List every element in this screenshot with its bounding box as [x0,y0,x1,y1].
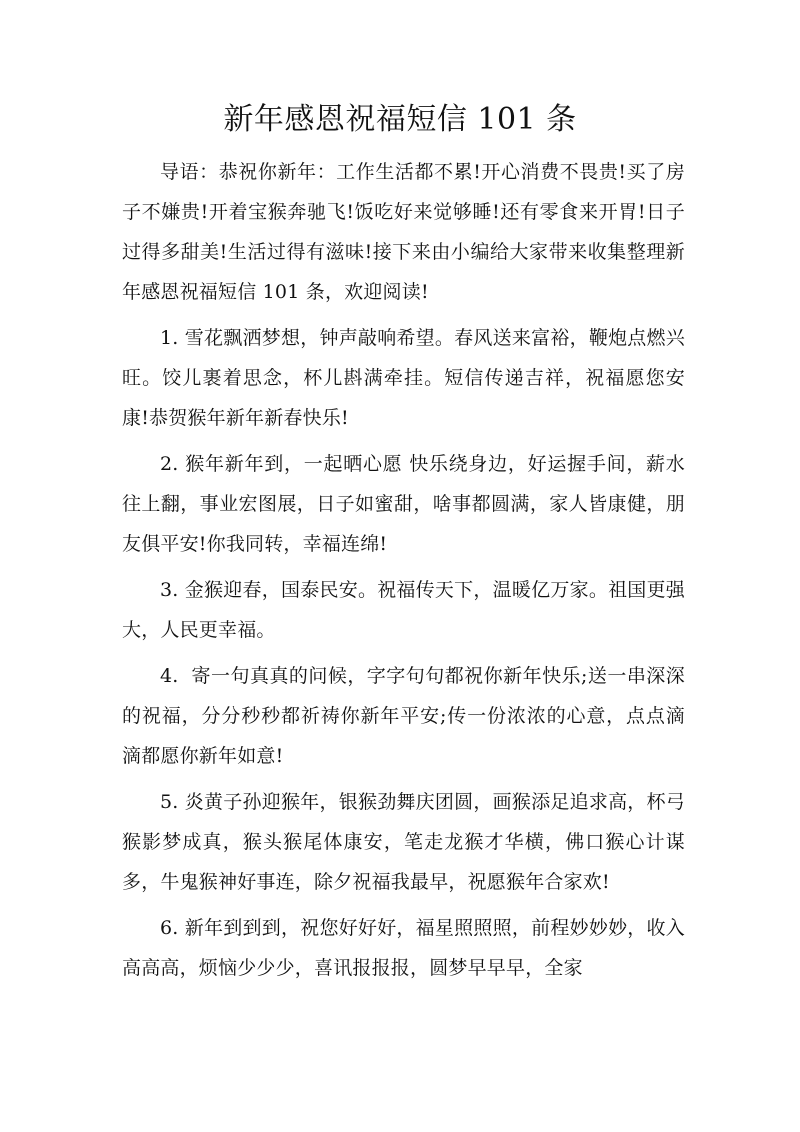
list-item: 5. 炎黄子孙迎猴年，银猴劲舞庆团圆，画猴添足追求高，杯弓猴影梦成真，猴头猴尾体康安，笔走龙猴才华横，佛口猴心计谋多，牛鬼猴神好事连，除夕祝福我最早，祝愿猴年合家欢! [122,791,685,893]
list-item: 6. 新年到到到，祝您好好好，福星照照照，前程妙妙妙，收入高高高，烦恼少少少，喜讯报报报，圆梦早早早，全家 [122,917,685,979]
intro-paragraph: 导语：恭祝你新年：工作生活都不累!开心消费不畏贵!买了房子不嫌贵!开着宝猴奔驰飞!饭吃好来觉够睡!还有零食来开胃!日子过得多甜美!生活过得有滋味!接下来由小编给大家带来收集整理新年感恩祝福短信 101 条，欢迎阅读! [122,161,685,303]
document-body [122,152,685,994]
document-title: 新年感恩祝福短信 101 条 [223,102,577,137]
list-item: 4. 寄一句真真的问候，字字句句都祝你新年快乐;送一串深深的祝福，分分秒秒都祈祷你新年平安;传一份浓浓的心意，点点滴滴都愿你新年如意! [122,665,685,767]
list-item: 3. 金猴迎春，国泰民安。祝福传天下，温暖亿万家。祖国更强大，人民更幸福。 [122,579,685,641]
list-item: 1. 雪花飘洒梦想，钟声敲响希望。春风送来富裕，鞭炮点燃兴旺。饺儿裹着思念，杯儿斟满牵挂。短信传递吉祥，祝福愿您安康!恭贺猴年新年新春快乐! [122,327,685,429]
list-item: 2. 猴年新年到，一起晒心愿 快乐绕身边，好运握手间，薪水往上翻，事业宏图展，日子如蜜甜，啥事都圆满，家人皆康健，朋友俱平安!你我同转，幸福连绵! [122,453,685,555]
